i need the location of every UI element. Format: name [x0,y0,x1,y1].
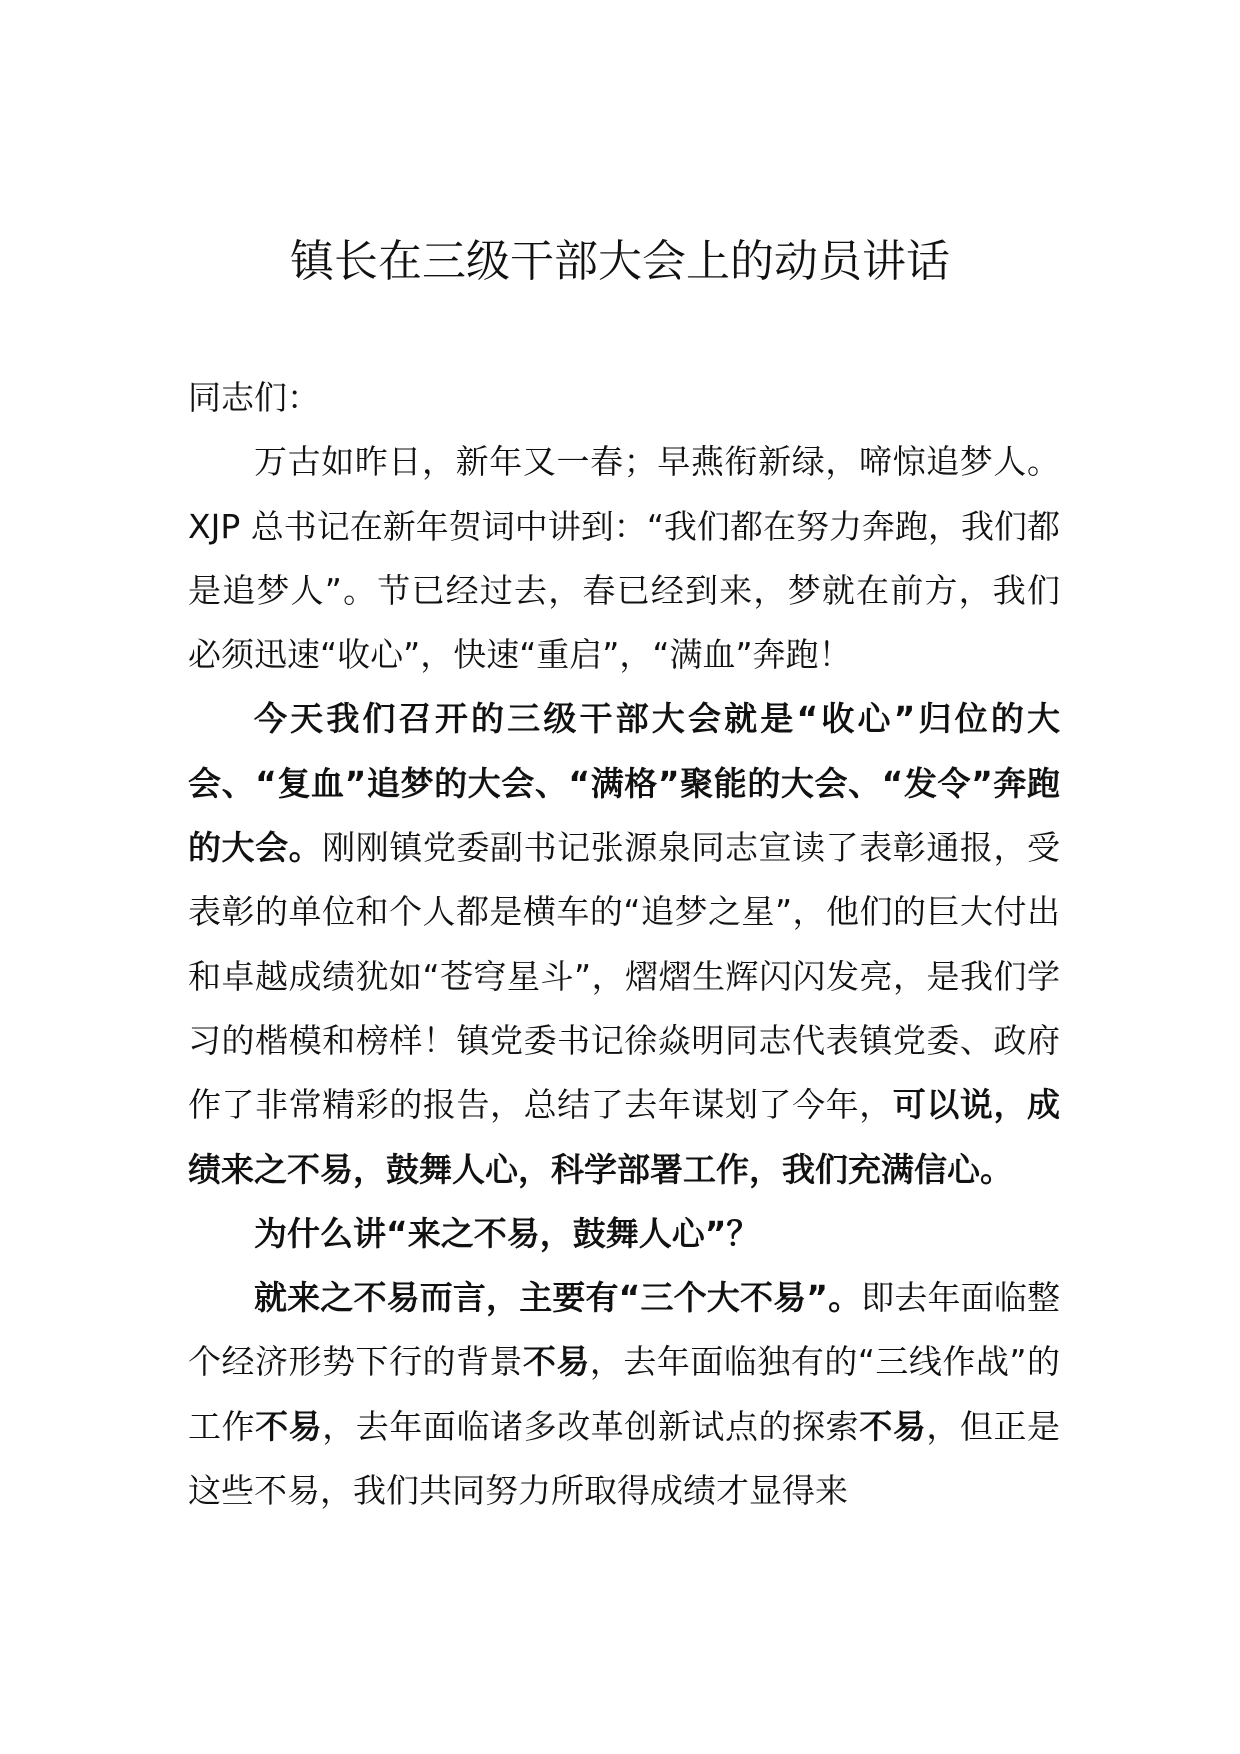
text-segment: ，去年面临诸多改革创新试点的探索 [322,1406,860,1446]
text-segment: 刚刚镇党委副书记张源泉同志宣读了表彰通报，受表彰的单位和个人都是横车的“追梦之星”，他们的巨大付出和卓越成绩犹如“苍穹星斗”，熠熠生辉闪闪发亮，是我们学习的楷模和榜样！镇党委书记徐焱明同志代表镇党委、政府作了非常精彩的报告，总结了去年谋划了今年， [188,828,1061,1125]
bold-text-segment: 不易 [522,1342,590,1382]
bold-text-segment: 可以说，成绩来之不易，鼓舞人心，科学部署工作，我们充满信心。 [188,1085,1061,1189]
document-body [188,366,1060,1523]
paragraph-meeting-purpose [188,687,1060,1201]
bold-text-segment: 今天我们召开的三级干部大会就是“收心”归位的大会、“复血”追梦的大会、“满格”聚能的大会、“发令”奔跑的大会。 [188,699,1060,868]
text-segment: 万古如昨日，新年又一春；早燕衔新绿，啼惊追梦人。XJP 总书记在新年贺词中讲到：“我们都在努力奔跑，我们都是追梦人”。节已经过去，春已经到来，梦就在前方，我们必须迅速“收心”，快速“重启”，“满血”奔跑！ [188,442,1060,675]
text-segment: ，去年面临独有的“三线作战”的工作 [188,1342,1060,1446]
document-title: 镇长在三级干部大会上的动员讲话 [290,236,950,287]
bold-text-segment: 不易 [859,1406,927,1446]
bold-text-segment: 不易 [255,1406,323,1446]
salutation: 同志们： [188,378,320,417]
bold-text-segment: 就来之不易而言，主要有“三个大不易”。 [254,1278,862,1318]
text-segment: ，但正是这些不易，我们共同努力所取得成绩才显得来 [188,1406,1061,1511]
text-segment: 即去年面临整个经济形势下行的背景 [188,1278,1060,1382]
paragraph-three-difficulties [188,1266,1060,1523]
paragraph-question [188,1202,1060,1266]
bold-text-segment: 为什么讲“来之不易，鼓舞人心”？ [254,1213,760,1253]
paragraph-opening [188,430,1060,687]
